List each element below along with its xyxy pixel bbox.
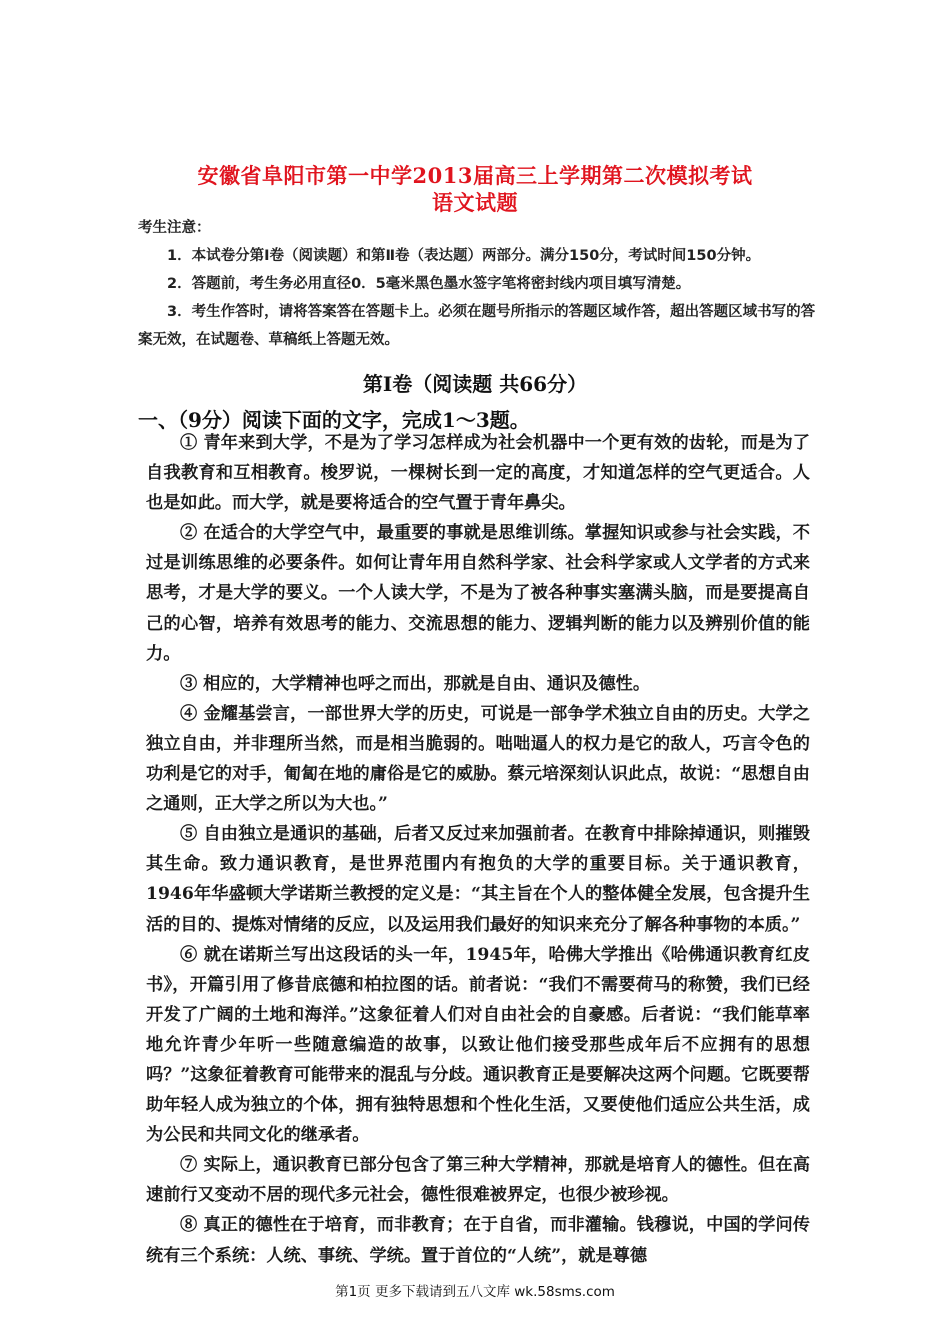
section-title: 一、（9分）阅读下面的文字，完成1～3题。 [138, 408, 530, 432]
exam-subtitle: 语文试题 [432, 190, 518, 215]
exam-title: 安徽省阜阳市第一中学2013届高三上学期第二次模拟考试 [197, 163, 753, 188]
notes-heading: 考生注意： [138, 220, 211, 236]
passage-paragraph: ⑥ 就在诺斯兰写出这段话的头一年，1945年，哈佛大学推出《哈佛通识教育红皮书》，开篇引用了修昔底德和柏拉图的话。前者说：“我们不需要荷马的称赞，我们已经开发了广阔的土地和海洋。”这象征着人们对自由社会的自豪感。后者说：“我们能草率地允许青少年听一些随意编造的故事，以致让他们接受那些成年后不应拥有的思想吗？”这象征着教育可能带来的混乱与分歧。通识教育正是要解决这两个问题。它既要帮助年轻人成为独立的个体，拥有独特思想和个性化生活，又要使他们适应公共生活，成为公民和共同文化的继承者。 [146, 944, 810, 1146]
passage-paragraph: ② 在适合的大学空气中，最重要的事就是思维训练。掌握知识或参与社会实践，不过是训练思维的必要条件。如何让青年用自然科学家、社会科学家或人文学者的方式来思考，才是大学的要义。一个人读大学，不是为了被各种事实塞满头脑，而是要提高自己的心智，培养有效思考的能力、交流思想的能力、逻辑判断的能力以及辨别价值的能力。 [146, 523, 810, 664]
page-footer: 第1页 更多下载请到五八文库 wk.58sms.com [335, 1284, 615, 1300]
passage-paragraph: ④ 金耀基尝言，一部世界大学的历史，可说是一部争学术独立自由的历史。大学之独立自由，并非理所当然，而是相当脆弱的。咄咄逼人的权力是它的敌人，巧言令色的功利是它的对手，匍匐在地的庸俗是它的威胁。蔡元培深刻认识此点，故说：“思想自由之通则，正大学之所以为大也。” [146, 703, 810, 815]
passage-paragraph: ③ 相应的，大学精神也呼之而出，那就是自由、通识及德性。 [180, 673, 651, 694]
passage-paragraph: ⑧ 真正的德性在于培育，而非教育；在于自省，而非灌输。钱穆说，中国的学问传统有三个系统：人统、事统、学统。置于首位的“人统”，就是尊德 [146, 1215, 810, 1266]
volume-title: 第Ⅰ卷（阅读题 共66分） [362, 372, 588, 396]
note-item: 3．考生作答时，请将答案答在答题卡上。必须在题号所指示的答题区域作答，超出答题区域书写的答案无效，在试题卷、草稿纸上答题无效。 [138, 304, 816, 348]
reading-passage [146, 428, 810, 1271]
exam-notes [138, 214, 818, 354]
passage-paragraph: ⑦ 实际上，通识教育已部分包含了第三种大学精神，那就是培育人的德性。但在高速前行又变动不居的现代多元社会，德性很难被界定，也很少被珍视。 [146, 1155, 810, 1206]
note-item: 1．本试卷分第Ⅰ卷（阅读题）和第Ⅱ卷（表达题）两部分。满分150分，考试时间150分钟。 [167, 248, 761, 264]
note-item: 2．答题前，考生务必用直径0．5毫米黑色墨水签字笔将密封线内项目填写清楚。 [167, 276, 691, 292]
passage-paragraph: ① 青年来到大学，不是为了学习怎样成为社会机器中一个更有效的齿轮，而是为了自我教育和互相教育。梭罗说，一棵树长到一定的高度，才知道怎样的空气更适合。人也是如此。而大学，就是要将适合的空气置于青年鼻尖。 [146, 433, 810, 514]
passage-paragraph: ⑤ 自由独立是通识的基础，后者又反过来加强前者。在教育中排除掉通识，则摧毁其生命。致力通识教育，是世界范围内有抱负的大学的重要目标。关于通识教育，1946年华盛顿大学诺斯兰教授的定义是：“其主旨在个人的整体健全发展，包含提升生活的目的、提炼对情绪的反应，以及运用我们最好的知识来充分了解各种事物的本质。” [146, 824, 810, 935]
